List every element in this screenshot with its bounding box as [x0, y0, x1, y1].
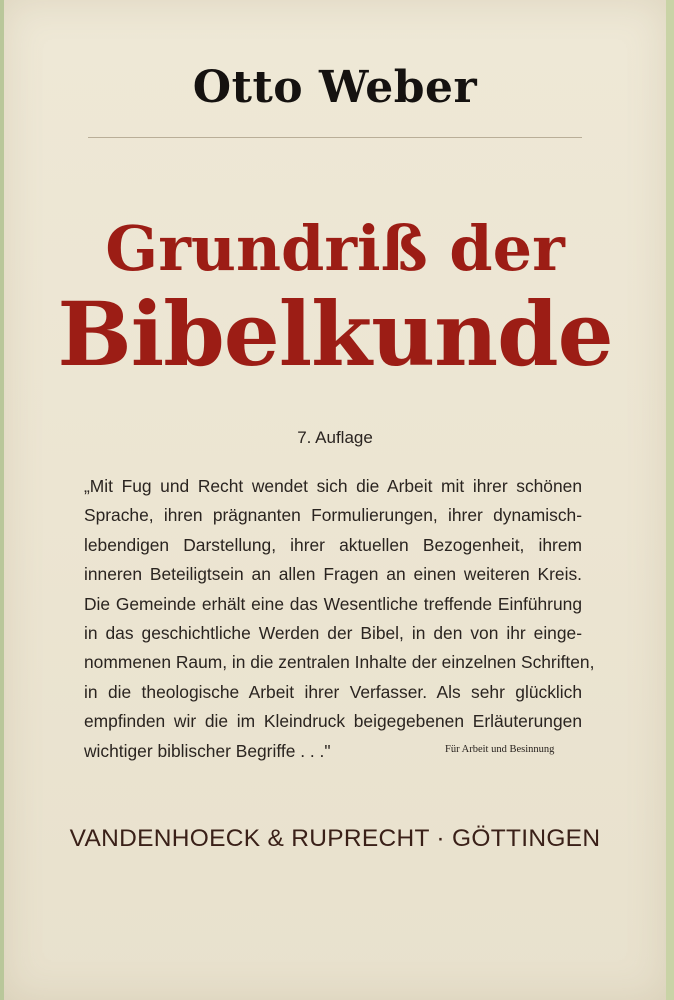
quote-line: lebendigen Darstellung, ihrer aktuellen Bezogenheit, ihrem [84, 534, 582, 555]
cover-edge [666, 0, 674, 1000]
quote-line: nommenen Raum, in die zentralen Inhalte der einzelnen Schriften, [84, 652, 595, 673]
quote-line: wichtiger biblischer Begriffe . . ." [84, 740, 331, 761]
quote-line: Sprache, ihren prägnanten Formulierungen, ihrer dynamisch- [84, 505, 582, 526]
review-quote [84, 472, 595, 766]
quote-line: in das geschichtliche Werden der Bibel, in den von ihr einge- [84, 622, 582, 643]
quote-line: empfinden wir die im Kleindruck beigegebenen Erläuterungen [84, 711, 582, 732]
title-line-2: Bibelkunde [57, 282, 613, 386]
publisher-imprint: VANDENHOECK & RUPRECHT · GÖTTINGEN [69, 825, 601, 852]
book-cover [4, 0, 666, 1000]
edition-label: 7. Auflage [297, 428, 373, 447]
author-name: Otto Weber [192, 62, 478, 113]
quote-line: in die theologische Arbeit ihrer Verfasser. Als sehr glücklich [84, 681, 582, 702]
title-line-1: Grundriß der [105, 212, 565, 285]
quote-line: inneren Beteiligtsein an allen Fragen an einen weiteren Kreis. [84, 564, 582, 585]
quote-line: Die Gemeinde erhält eine das Wesentliche treffende Einführung [84, 593, 582, 614]
quote-source: Für Arbeit und Besinnung [445, 744, 555, 755]
quote-line: „Mit Fug und Recht wendet sich die Arbeit mit ihrer schönen [84, 476, 582, 496]
divider-rule [88, 137, 582, 138]
